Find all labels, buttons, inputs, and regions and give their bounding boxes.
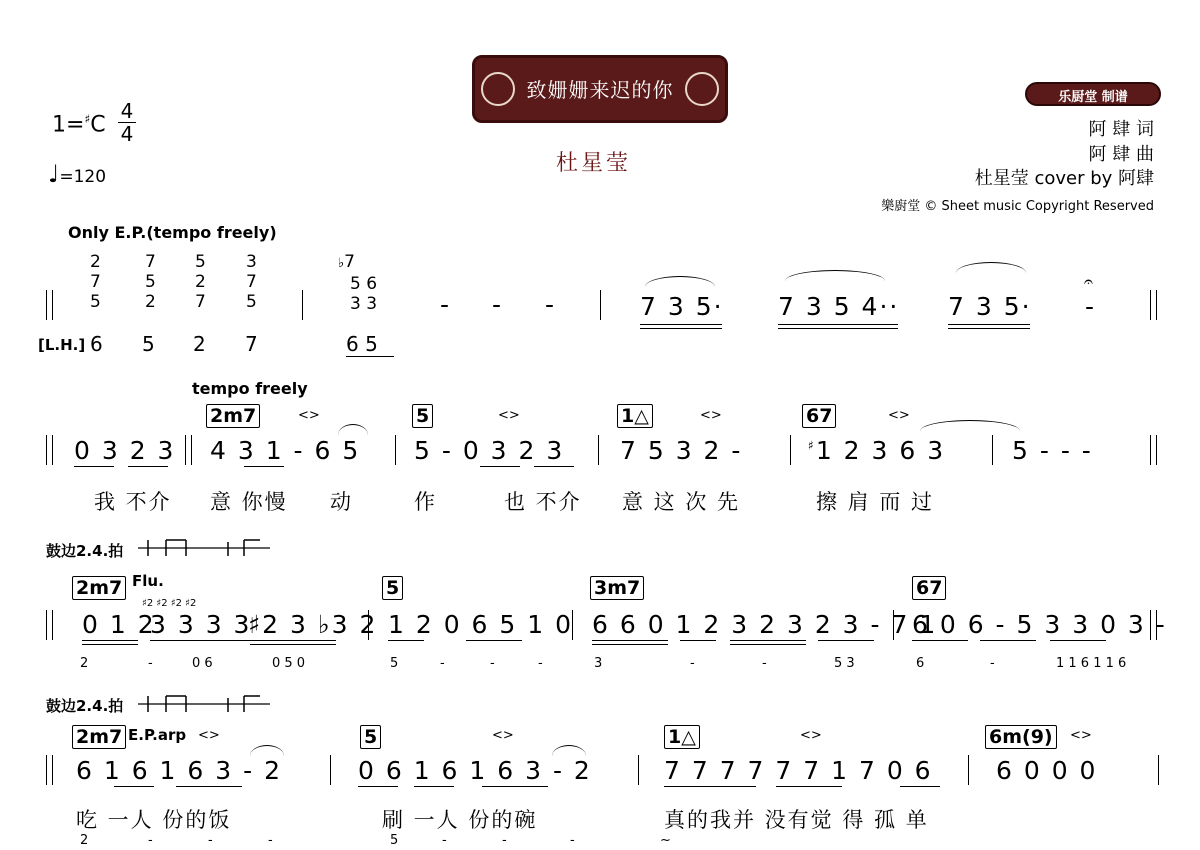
arrow-mark: <> — [498, 408, 520, 423]
lh-note: ~ — [660, 833, 671, 848]
lyricist: 阿 肆 词 — [1088, 119, 1154, 140]
beam — [250, 640, 336, 641]
measure: ♯1 2 3 6 3 — [808, 436, 946, 465]
start-double-barline — [46, 435, 53, 465]
beam — [176, 786, 242, 787]
chord-column-2: 7 5 2 — [145, 252, 156, 312]
lh-note: 0 5 0 — [272, 656, 306, 671]
measure: 6 0 6 - 5 3 3 0 3 - — [912, 610, 1167, 639]
rhythm-pattern-icon — [138, 536, 270, 562]
title-banner — [472, 55, 728, 123]
barline — [1158, 755, 1159, 785]
measure-pickup: 0 3 2 3 — [74, 436, 176, 465]
lh-note: 6 5 — [346, 332, 378, 356]
measure: 6 6 0 1 2 3 2 3 2 3 - 7 1 — [592, 610, 938, 639]
barline — [598, 435, 599, 465]
drum-label: 鼓边2.4.拍 — [46, 697, 124, 715]
arrow-mark: <> — [700, 408, 722, 423]
lh-note: - — [148, 656, 153, 671]
chord-column-3: 5 2 7 — [195, 252, 206, 312]
rest: - — [492, 290, 503, 319]
chord-box: 5 — [412, 404, 433, 428]
chord-box: 1△ — [617, 404, 653, 428]
barline — [600, 290, 601, 320]
lh-note: 3 — [594, 656, 603, 671]
beam — [592, 644, 668, 645]
lh-note: - — [268, 833, 273, 848]
lyric: 吃 一人 份的饭 — [76, 808, 232, 832]
measure: 7 7 7 7 7 7 1 7 0 6 — [664, 756, 933, 785]
slur — [645, 276, 715, 287]
melody-group-1: 7 3 5· — [640, 292, 724, 321]
chord-box: 2m7 — [72, 725, 126, 749]
chord-column-5: ♭7 5 6 3 3 — [338, 252, 378, 314]
grace-notes: ♯2 ♯2 ♯2 ♯2 — [142, 598, 197, 609]
chord-box: 5 — [382, 576, 403, 600]
ep-label: Only E.P.(tempo freely) — [68, 223, 277, 242]
lh-note: 5 3 — [834, 656, 855, 671]
slur — [920, 420, 1020, 431]
barline — [968, 755, 969, 785]
ep-arp-label: E.P.arp — [128, 726, 187, 744]
lyric: 我 不介 — [94, 490, 172, 514]
brand-badge: 乐厨堂 制谱 — [1025, 82, 1161, 106]
lh-note: - — [148, 833, 153, 848]
key-signature: 1=♯C — [52, 112, 106, 138]
beam — [664, 786, 756, 787]
barline — [368, 610, 369, 640]
melody-group-2: 7 3 5 4·· — [778, 292, 900, 321]
beam — [480, 466, 520, 467]
beam — [778, 324, 898, 325]
chord-box: 1△ — [664, 725, 700, 749]
tempo-freely-label: tempo freely — [192, 379, 308, 398]
barline — [302, 290, 303, 320]
beam — [388, 640, 424, 641]
end-double-barline — [1150, 610, 1157, 640]
time-signature: 4 4 — [118, 100, 136, 145]
beam — [114, 786, 154, 787]
lh-note: - — [690, 656, 695, 671]
beam — [778, 328, 898, 329]
beam — [776, 786, 842, 787]
lh-note: 2 — [193, 332, 206, 356]
lh-note: 2 — [80, 833, 89, 848]
measure: 6 0 0 0 — [996, 756, 1098, 785]
beam — [482, 786, 548, 787]
arrow-mark: <> — [198, 728, 220, 743]
composer: 阿 肆 曲 — [1088, 144, 1154, 165]
lh-note: 6 — [916, 656, 925, 671]
measure: 6 1 6 1 6 3 - 2 — [76, 756, 282, 785]
beam — [730, 644, 806, 645]
chord-box: 6m(9) — [985, 725, 1057, 749]
rest: - — [545, 290, 556, 319]
melody-group-3: 7 3 5· — [948, 292, 1032, 321]
slur — [956, 262, 1026, 273]
lh-note: - — [440, 656, 445, 671]
beam — [818, 640, 874, 641]
copyright: 樂廚堂 © Sheet music Copyright Reserved — [881, 199, 1154, 214]
lyric: 意 你慢 — [210, 490, 288, 514]
flute-label: Flu. — [132, 572, 164, 590]
beam — [250, 644, 336, 645]
beam — [640, 324, 722, 325]
measure: 0 1 2 — [82, 610, 156, 639]
beam — [730, 640, 806, 641]
quarter-note-icon: ♩ — [48, 160, 60, 188]
chord-box: 2m7 — [72, 576, 126, 600]
lh-note: 2 — [80, 656, 89, 671]
beam — [640, 328, 722, 329]
measure: ♯2 3 ♭3 2 — [248, 610, 378, 639]
beam — [82, 644, 138, 645]
beam — [244, 466, 284, 467]
beam — [358, 786, 398, 787]
lyric: 真的我并 没有觉 得 孤 单 — [664, 808, 929, 832]
slur — [250, 745, 284, 756]
barline — [790, 435, 791, 465]
chord-box: 2m7 — [206, 404, 260, 428]
barline — [572, 610, 573, 640]
beam — [128, 466, 168, 467]
beam — [74, 466, 114, 467]
beam — [414, 786, 454, 787]
measure: 7 5 3 2 - — [620, 436, 743, 465]
lyric: 动 — [330, 490, 353, 514]
lh-note: - — [990, 656, 995, 671]
cover-credit: 杜星莹 cover by 阿肆 — [974, 168, 1154, 189]
artist-name: 杜星莹 — [556, 151, 632, 176]
lyric: 意 这 次 先 — [622, 490, 741, 514]
beam — [980, 640, 1036, 641]
lh-note: - — [490, 656, 495, 671]
lh-note: 5 — [390, 656, 399, 671]
rest: - — [440, 290, 451, 319]
lh-note: - — [208, 833, 213, 848]
beam — [150, 640, 250, 641]
lh-note: 1 1 6 1 1 6 — [1056, 656, 1127, 671]
measure: 3 3 3 3 — [150, 610, 252, 639]
lh-note: 5 — [142, 332, 155, 356]
beam — [534, 466, 574, 467]
measure: 4 3 1 - 6 5 — [210, 436, 361, 465]
lh-note: - — [502, 833, 507, 848]
arrow-mark: <> — [1070, 728, 1092, 743]
beam — [680, 640, 716, 641]
chord-column-1: 2 7 5 — [90, 252, 101, 312]
beam — [82, 640, 138, 641]
arrow-mark: <> — [888, 408, 910, 423]
lyric: 擦 肩 而 过 — [816, 490, 935, 514]
tempo-marking: ♩=120 — [48, 160, 107, 188]
beam — [346, 356, 394, 357]
arrow-mark: <> — [800, 728, 822, 743]
double-barline — [185, 435, 192, 465]
left-hand-label: [L.H.] — [38, 336, 86, 354]
barline — [330, 755, 331, 785]
arrow-mark: <> — [492, 728, 514, 743]
measure: 5 - 0 3 2 3 — [414, 436, 565, 465]
measure: 5 - - - — [1012, 436, 1093, 465]
start-double-barline — [46, 755, 53, 785]
song-title: 致姗姗来迟的你 — [526, 78, 674, 102]
barline — [395, 435, 396, 465]
chord-box: 67 — [802, 404, 836, 428]
end-double-barline — [1150, 290, 1157, 320]
beam — [592, 640, 668, 641]
lyric: 也 不介 — [504, 490, 582, 514]
beam — [912, 640, 968, 641]
fermata-icon: 𝄐 — [1084, 272, 1093, 291]
lh-note: - — [442, 833, 447, 848]
lh-note: - — [538, 656, 543, 671]
slur — [785, 270, 885, 281]
chord-box: 5 — [360, 725, 381, 749]
measure: 0 6 1 6 1 6 3 - 2 — [358, 756, 592, 785]
drum-label: 鼓边2.4.拍 — [46, 542, 124, 560]
barline — [638, 755, 639, 785]
rhythm-pattern-icon — [138, 692, 270, 718]
lh-note: - — [762, 656, 767, 671]
barline — [992, 435, 993, 465]
slur — [338, 424, 368, 435]
beam — [948, 324, 1030, 325]
lh-note: 0 6 — [192, 656, 213, 671]
arrow-mark: <> — [298, 408, 320, 423]
beam — [1050, 640, 1106, 641]
lyric: 刷 一人 份的碗 — [382, 808, 538, 832]
lh-note: 5 — [390, 833, 399, 848]
chord-column-4: 3 7 5 — [246, 252, 257, 312]
lyric: 作 — [414, 490, 437, 514]
beam — [900, 786, 940, 787]
lh-note: - — [570, 833, 575, 848]
start-double-barline — [46, 610, 53, 640]
beam — [948, 328, 1030, 329]
barline — [893, 610, 894, 640]
beam — [466, 640, 522, 641]
chord-box: 67 — [912, 576, 946, 600]
lh-note: 7 — [245, 332, 258, 356]
end-double-barline — [1150, 435, 1157, 465]
lh-note: 6 — [90, 332, 103, 356]
slur — [552, 745, 586, 756]
chord-box: 3m7 — [590, 576, 644, 600]
melody-rest: - — [1085, 292, 1097, 321]
start-double-barline — [46, 290, 53, 320]
measure: 1 2 0 6 5 1 0 — [388, 610, 574, 639]
